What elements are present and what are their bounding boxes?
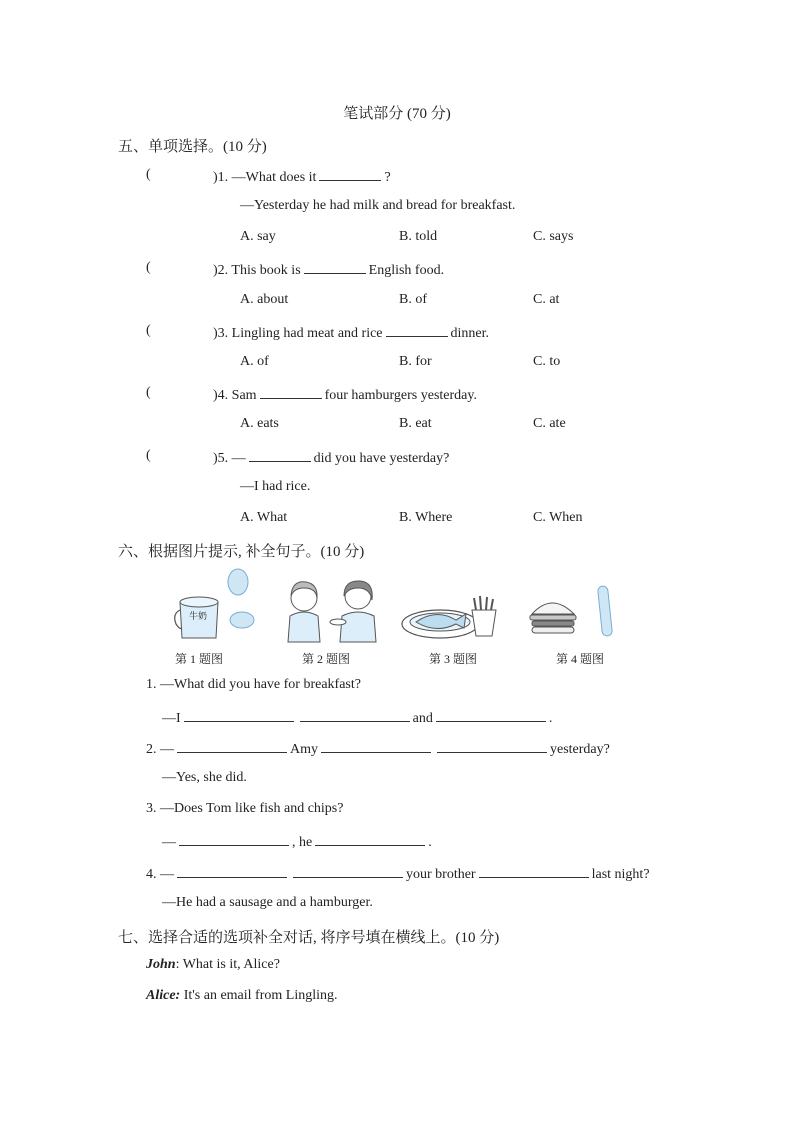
s6-question-1: 1. —What did you have for breakfast?: [146, 677, 361, 692]
page-title: 笔试部分 (70 分): [343, 106, 451, 122]
option-c[interactable]: C. When: [533, 510, 583, 525]
option-b[interactable]: B. told: [399, 229, 438, 244]
speaker-name: John: [146, 957, 176, 972]
option-a[interactable]: A. eats: [240, 416, 279, 431]
answer-blank[interactable]: [177, 864, 287, 878]
answer-blank[interactable]: [321, 739, 431, 753]
s6-question-3: 3. —Does Tom like fish and chips?: [146, 801, 344, 816]
answer-blank[interactable]: [177, 739, 287, 753]
answer-blank[interactable]: [300, 708, 410, 722]
caption-2: 第 2 题图: [302, 652, 351, 666]
dialog-line-1: John: What is it, Alice?: [146, 957, 280, 972]
s6-answer-3: — , he .: [162, 832, 432, 851]
section-7-heading: 七、选择合适的选项补全对话, 将序号填在横线上。(10 分): [118, 930, 500, 946]
option-b[interactable]: B. for: [399, 354, 432, 369]
milk-picture: [172, 568, 262, 644]
answer-paren: (: [146, 167, 151, 182]
question-2: )2. This book is English food.: [213, 260, 444, 279]
option-b[interactable]: B. Where: [399, 510, 453, 525]
question-4: )4. Sam four hamburgers yesterday.: [213, 385, 477, 404]
option-a[interactable]: A. about: [240, 292, 289, 307]
fish-chips-picture: [400, 594, 504, 644]
answer-paren: (: [146, 448, 151, 463]
girls-picture: [282, 578, 382, 644]
dialog-line-2: Alice: It's an email from Lingling.: [146, 988, 338, 1003]
milk-label: 牛奶: [189, 611, 208, 621]
answer-blank[interactable]: [184, 708, 294, 722]
s6-answer-2: —Yes, she did.: [162, 770, 247, 785]
option-a[interactable]: A. say: [240, 229, 276, 244]
answer-blank[interactable]: [315, 832, 425, 846]
option-b[interactable]: B. eat: [399, 416, 432, 431]
caption-3: 第 3 题图: [429, 652, 478, 666]
answer-blank[interactable]: [386, 323, 448, 337]
speaker-name: Alice:: [146, 988, 181, 1003]
answer-blank[interactable]: [437, 739, 547, 753]
answer-blank[interactable]: [436, 708, 546, 722]
question-1: )1. —What does it ?: [213, 167, 391, 186]
answer-blank[interactable]: [319, 167, 381, 181]
option-a[interactable]: A. What: [240, 510, 288, 525]
question-3: )3. Lingling had meat and rice dinner.: [213, 323, 489, 342]
answer-blank[interactable]: [249, 448, 311, 462]
answer-blank[interactable]: [479, 864, 589, 878]
s6-answer-1: —I and .: [162, 708, 552, 727]
s6-answer-4: —He had a sausage and a hamburger.: [162, 895, 373, 910]
s6-question-4: 4. — your brother last night?: [146, 864, 650, 883]
answer-paren: (: [146, 385, 151, 400]
s6-question-2: 2. — Amy yesterday?: [146, 739, 610, 758]
option-c[interactable]: C. says: [533, 229, 574, 244]
option-b[interactable]: B. of: [399, 292, 427, 307]
hamburger-sausage-picture: [526, 584, 620, 644]
option-c[interactable]: C. to: [533, 354, 561, 369]
question-5-reply: —I had rice.: [240, 479, 311, 494]
section-5-heading: 五、单项选择。(10 分): [118, 139, 267, 155]
option-a[interactable]: A. of: [240, 354, 269, 369]
answer-blank[interactable]: [293, 864, 403, 878]
section-6-heading: 六、根据图片提示, 补全句子。(10 分): [118, 544, 365, 560]
caption-4: 第 4 题图: [556, 652, 605, 666]
answer-blank[interactable]: [179, 832, 289, 846]
option-c[interactable]: C. ate: [533, 416, 566, 431]
answer-blank[interactable]: [304, 260, 366, 274]
answer-paren: (: [146, 260, 151, 275]
question-5: )5. — did you have yesterday?: [213, 448, 449, 467]
option-c[interactable]: C. at: [533, 292, 560, 307]
answer-paren: (: [146, 323, 151, 338]
answer-blank[interactable]: [260, 385, 322, 399]
caption-1: 第 1 题图: [175, 652, 224, 666]
question-1-reply: —Yesterday he had milk and bread for breakfast.: [240, 198, 516, 213]
